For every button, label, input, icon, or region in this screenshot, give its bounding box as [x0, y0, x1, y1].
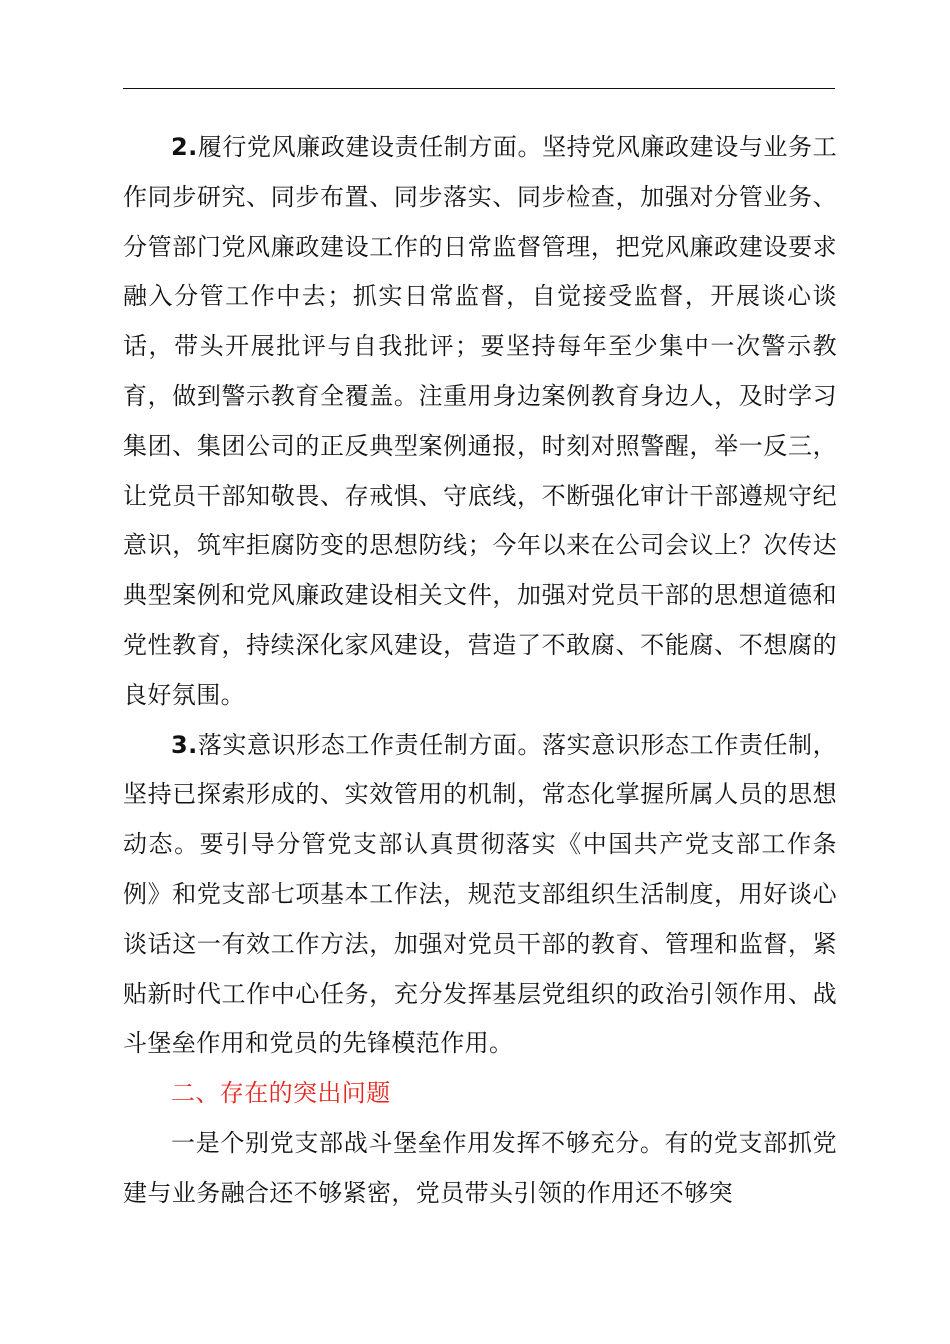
header-rule: [123, 88, 835, 89]
paragraph-text: 履行党风廉政建设责任制方面。坚持党风廉政建设与业务工作同步研究、同步布置、同步落实、同步检查，加强对分管业务、分管部门党风廉政建设工作的日常监督管理，把党风廉政建设要求融入分管工作中去；抓实日常监督，自觉接受监督，开展谈心谈话，带头开展批评与自我批评；要坚持每年至少集中一次警示教育，做到警示教育全覆盖。注重用身边案例教育身边人，及时学习集团、集团公司的正反典型案例通报，时刻对照警醒，举一反三，让党员干部知敬畏、存戒惧、守底线，不断强化审计干部遵规守纪意识，筑牢拒腐防变的思想防线；今年以来在公司会议上？次传达典型案例和党风廉政建设相关文件，加强对党员干部的思想道德和党性教育，持续深化家风建设，营造了不敢腐、不能腐、不想腐的良好氛围。: [123, 133, 837, 709]
paragraph-3: [123, 721, 837, 1070]
document-body: [123, 123, 837, 1219]
paragraph-number: 2.: [171, 133, 198, 161]
paragraph-2: [123, 123, 837, 721]
section-heading: 二、存在的突出问题: [171, 1079, 391, 1108]
closing-paragraph: 一是个别党支部战斗堡垒作用发挥不够充分。有的党支部抓党建与业务融合还不够紧密，党员带头引领的作用还不够突: [123, 1128, 837, 1207]
paragraph-text: 落实意识形态工作责任制方面。落实意识形态工作责任制，坚持已探索形成的、实效管用的机制，常态化掌握所属人员的思想动态。要引导分管党支部认真贯彻落实《中国共产党支部工作条例》和党支部七项基本工作法，规范支部组织生活制度，用好谈心谈话这一有效工作方法，加强对党员干部的教育、管理和监督，紧贴新时代工作中心任务，充分发挥基层党组织的政治引领作用、战斗堡垒作用和党员的先锋模范作用。: [123, 730, 837, 1058]
paragraph-number: 3.: [171, 730, 198, 759]
